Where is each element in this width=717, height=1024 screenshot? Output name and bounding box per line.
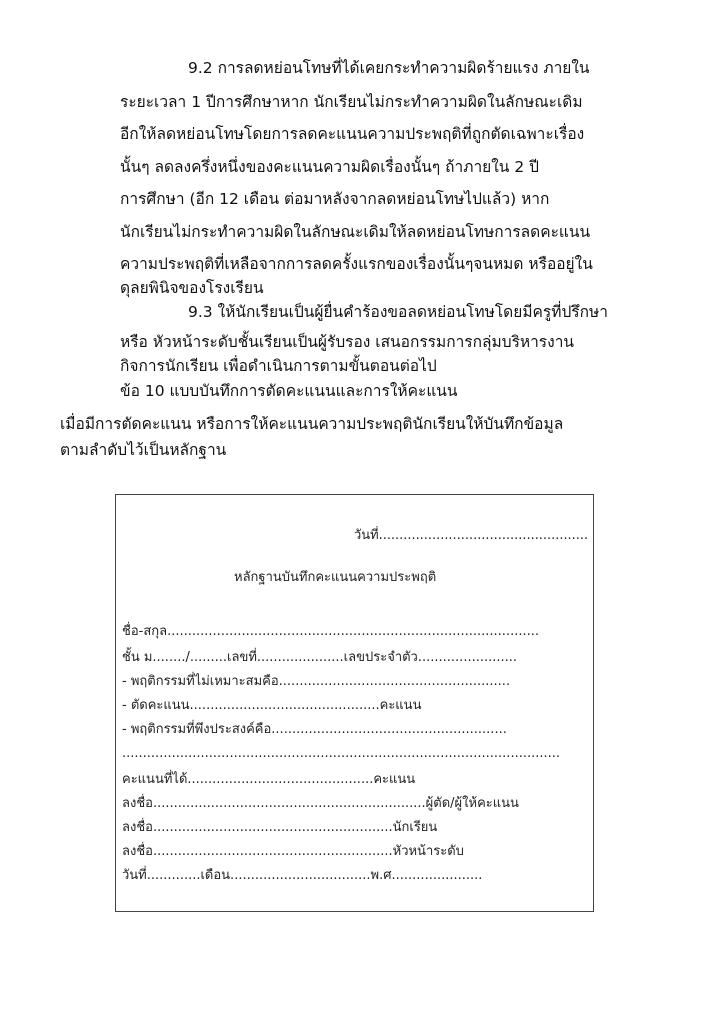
form-blank-line: .......................................................................................................... — [122, 746, 561, 761]
form-sign-head-line: ลงชื่อ..........................................................หัวหน้าระดับ — [122, 844, 464, 859]
form-date-bottom-line: วันที่.............เดือน..................................พ.ศ...................... — [122, 868, 483, 883]
form-sign-student-line: ลงชื่อ..........................................................นักเรียน — [122, 820, 438, 835]
behavior-record-form — [115, 494, 594, 912]
form-class-line: ชั้น ม......../.........เลขที่.....................เลขประจำตัว........................ — [122, 650, 518, 665]
section-10-text-line-2: ตามลำดับไว้เป็นหลักฐาน — [60, 441, 227, 459]
para-9-2-line-3: อีกให้ลดหย่อนโทษโดยการลดคะแนนความประพฤติที่ถูกตัดเฉพาะเรื่อง — [120, 125, 585, 143]
section-10-text-line-1: เมื่อมีการตัดคะแนน หรือการให้คะแนนความประพฤตินักเรียนให้บันทึกข้อมูล — [60, 415, 564, 433]
form-score-line: คะแนนที่ได้.............................................คะแนน — [122, 772, 416, 787]
section-10-heading: ข้อ 10 แบบบันทึกการตัดคะแนนและการให้คะแนน — [120, 382, 458, 400]
form-date-line: วันที่................................................... — [354, 528, 589, 543]
para-9-2-line-4: นั้นๆ ลดลงครึ่งหนึ่งของคะแนนความผิดเรื่องนั้นๆ ถ้าภายใน 2 ปี — [120, 158, 539, 176]
form-name-line: ชื่อ-สกุล.......................................................................................... — [122, 624, 540, 639]
para-9-2-line-6: นักเรียนไม่กระทำความผิดในลักษณะเดิมให้ลดหย่อนโทษการลดคะแนน — [120, 223, 591, 241]
form-bad-behavior-line: - พฤติกรรมที่ไม่เหมาะสมคือ........................................................ — [122, 674, 511, 689]
form-deduct-line: - ตัดคะแนน..............................................คะแนน — [122, 698, 422, 713]
para-9-2-line-1: 9.2 การลดหย่อนโทษที่ได้เคยกระทำความผิดร้ายแรง ภายใน — [188, 59, 590, 77]
form-title: หลักฐานบันทึกคะแนนความประพฤติ — [234, 570, 437, 585]
para-9-2-line-5: การศึกษา (อีก 12 เดือน ต่อมาหลังจากลดหย่อนโทษไปแล้ว) หาก — [120, 190, 550, 208]
para-9-3-line-1: 9.3 ให้นักเรียนเป็นผู้ยื่นคำร้องขอลดหย่อนโทษโดยมีครูที่ปรึกษา — [188, 303, 608, 321]
para-9-3-line-3: กิจการนักเรียน เพื่อดำเนินการตามขั้นตอนต่อไป — [120, 357, 437, 375]
para-9-2-line-2: ระยะเวลา 1 ปีการศึกษาหาก นักเรียนไม่กระทำความผิดในลักษณะเดิม — [120, 93, 583, 111]
para-9-2-line-7: ความประพฤติที่เหลือจากการลดครั้งแรกของเรื่องนั้นๆจนหมด หรืออยู่ใน — [120, 255, 593, 273]
form-sign-grader-line: ลงชื่อ..................................................................ผู้ตัด/ผู้ให้คะแนน — [122, 796, 519, 811]
para-9-2-line-8: ดุลยพินิจของโรงเรียน — [120, 279, 264, 297]
para-9-3-line-2: หรือ หัวหน้าระดับชั้นเรียนเป็นผู้รับรอง เสนอกรรมการกลุ่มบริหารงาน — [120, 333, 575, 351]
form-good-behavior-line: - พฤติกรรมที่พึงประสงค์คือ......................................................... — [122, 722, 507, 737]
